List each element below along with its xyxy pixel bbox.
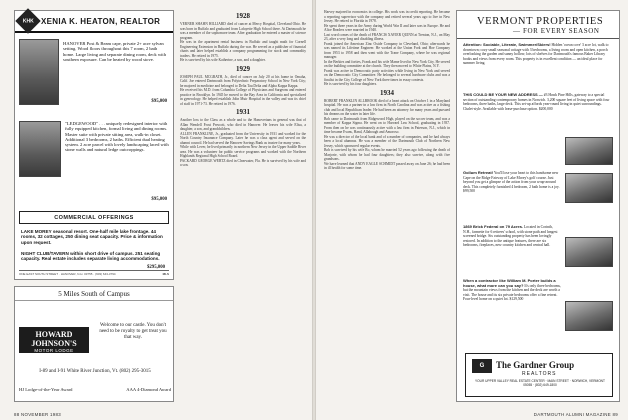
- year-heading: 1929: [236, 64, 250, 73]
- obituary-column-left: [180, 10, 306, 402]
- heaton-header: [15, 11, 173, 33]
- year-heading: 1934: [380, 88, 394, 97]
- obit-paragraph: While with Lever, he lived primarily in northern New Jersey in the Upper Saddle River area. He was a volunteer for public service programs and worked with the Northern Highlands Regional High School Board.: [180, 145, 306, 158]
- vp-photo-contemporary: [565, 137, 613, 165]
- vp-photo-cape: [565, 173, 613, 203]
- obit-paragraph: Another loss to the Class as a whole and to the Hanoverians in general was that of Allan Wendell Frost Prescott, who died in Hanover. He leaves his wife Elisa, a daughter, a son, and grandchildren.: [180, 118, 306, 131]
- heaton-logo: KHK: [15, 8, 40, 33]
- vp-title: VERMONT PROPERTIES: [477, 16, 604, 27]
- gardner-realtors: REALTORS: [522, 371, 557, 377]
- gardner-address: YOUR UPPER VALLEY REAL ESTATE CENTER · MAIN STREET · NORWICH, VERMONT 05055 · (802) 649-1800: [475, 379, 605, 387]
- obit-paragraph: He was in the apartment rental business in Buffalo and taught math for Cornell Engineering Extension in Buffalo during the war. He served as a publisher of financial charts and later helped establish a company programming for stock and commodity traders. He retired in 1975.: [180, 40, 306, 58]
- left-page: [0, 0, 312, 420]
- obit-paragraph: We have learned that ANDY EAGLE SCHMIDT passed away on June 26; he had been in ill health for some time.: [324, 161, 450, 170]
- folio-right: DARTMOUTH ALUMNI MAGAZINE 89: [533, 412, 618, 417]
- obit-paragraph: Bob came to Dartmouth from Ridgewood High, played on the soccer team, and was a member of Kappa Sigma. He went on to Harvard Law School, graduating in 1937. From then on he was continuously active with a law firm in Paterson, N.J., which in time became Evans, Hand, Allabough and Amoroso.: [324, 116, 450, 134]
- obit-paragraph: Frank joined the American Zinc Oxide Company in Cleveland, Ohio; afterwards he was named its Lifetime Engineer. He worked at the Union Fork and Hoe Company from 1953 to 1958 and then went with the Trane Company, where he was regional manager.: [324, 41, 450, 59]
- gardner-group-logo-box: [465, 353, 613, 397]
- listing-hanover: [15, 35, 173, 115]
- heaton-realtor-ad: [14, 10, 174, 280]
- obit-paragraph: In the Berkies and forties, Frank and his wife Mame lived in New York City. He served on the building committee at the church. They then moved to White Plains, N.Y.: [324, 59, 450, 68]
- listing-price: $95,000: [151, 99, 167, 104]
- obit-paragraph: JOSEPH PAUL MCGRATH, Jr., died of cancer on July 20 at his home in Omaha, Calif. Joe entered Dartmouth from Polytechnic Preparatory School in New York City; he majored in medicine and belonged to Delta Tau Delta and Alpha Kappa Kappa.: [180, 74, 306, 88]
- commercial-price: $295,000: [147, 265, 165, 270]
- obit-paragraph: He is survived by his wife Katherine, a son, and a daughter.: [180, 58, 266, 62]
- vp-listing-new-address: THIS COULD BE YOUR NEW ADDRESS — #3 Hawk Pine Hills, gateway to a special section of outstanding contemporary homes in Norwich. 3,200 square feet of living space with four bedrooms, three baths, large deck. This set-up affords year-round living in quiet surroundings. Chalet-style. Available with lease-purchase option. $200,000: [463, 92, 610, 111]
- year-heading: 1928: [236, 12, 250, 20]
- listing-text: HANOVER Post & Beam cape, private 2+ acre sylvan setting. Wood floors throughout this 7 room, 2 bath home. Large living and separate dining room, deck with southern exposure. Can be heated by wood stove.: [63, 41, 166, 62]
- year-heading: 1931: [236, 108, 250, 116]
- hojo-location: I-89 and I-91 White River Junction, Vt. (802) 295-3015: [39, 369, 151, 374]
- hojo-welcome: Welcome to our castle. You don't need to be royalty to get treat you that way.: [99, 323, 167, 340]
- vermont-properties-ad: [456, 10, 620, 402]
- obit-paragraph: ALLEN FRANKLINE, Jr., graduated from the University in 1931 and worked for the North Country Insurance Company. Later he was a class agent and served on the alumni council. He had served the Hanover Savings Bank as trustee for many years.: [180, 131, 306, 145]
- listing-price: $95,000: [151, 197, 167, 202]
- obit-paragraph: He is survived by his four daughters.: [324, 82, 377, 86]
- obit-paragraph: Frank was active in Democratic party activities while living in New York and served on the Democratic City Committee. He belonged to several hardware clubs and was a finalist in the City College of New York three times in essay contests.: [324, 68, 450, 82]
- obit-paragraph: ROBERT FRANKLIN ALLBROOK died of a heart attack on October 1 in a Maryland hospital. He was a partner in a law firm in North Carolina and was active as a fishing club and local Republican leader. He had been an attorney for many years and pursued his dreams on the water in later life.: [324, 98, 450, 116]
- listing-ledgewood: [15, 117, 173, 207]
- vp-listing-brick-federal: 1869 Brick Federal on 79 Acres. Located in Corinth, N.H., farmette for 6 retirees' school, with stone path and longest screened bridge. Six outstanding property has been lovingly restored. In addition to the antique features, there are six bedrooms, fireplaces, new country kitchen and central hall.: [463, 224, 558, 248]
- gardner-name: The Gardner Group: [496, 360, 575, 370]
- listing-text: "LEDGEWOOD" . . . uniquely redesigned interior with fully equipped kitchen, formal living and dining rooms. Master suite with private sitting area, walk-in closet. Additional 3 bedrooms, 2 baths. Efficient dual heating system. 2 acre parcel with lovely landscaping laced with stone walls and natural ledge outcroppings.: [65, 121, 169, 153]
- howard-johnson-ad: [14, 286, 174, 402]
- hojo-logo: HOWARD JOHNSON'S MOTOR LODGE: [19, 327, 89, 353]
- vp-listing-gollum: Gollum Retreat! You'll lose your heart to this handsome new Cape on the Ridge Fairway of Lake Morey's golf course. Just beyond you get a glimpse of the action from your wrap-around deck. This completely furnished 4 bedroom, 2 bath home is a joy. $99,500: [463, 170, 560, 194]
- commercial-night-club: NIGHT CLUB/TAVERN within short drive of campus. 251 seating capacity. Real estate includes separate living accommodations.: [21, 251, 161, 262]
- heaton-name: XENIA K. HEATON, REALTOR: [41, 16, 161, 26]
- folio-left: 88 NOVEMBER 1983: [14, 412, 62, 417]
- obit-paragraph: Harvey majored in economics in college. His work was in credit reporting. He became a reporting supervisor with the company and retired several years ago to live in New Jersey. He retired to Florida in 1978.: [324, 10, 450, 23]
- obit-paragraph: He was a director of the local bank and of a number of companies, and he had always been a local alumnus. He was a member of the Dartmouth Club of Northern New Jersey, which sponsored regular events.: [324, 134, 450, 148]
- vp-photo-brick: [565, 237, 613, 267]
- obit-paragraph: Bob is survived by his wife Ro, whom he married 52 years ago following the death of Marjorie, with whom he had four daughters; they also survive, along with five grandsons.: [324, 148, 450, 161]
- obit-paragraph: He spent three years in the Army during World War II and later was in Europe. He and Alice Beaders were married in 1940.: [324, 23, 450, 32]
- listing-photo: [19, 39, 59, 105]
- heaton-footer: ONE EAST SOUTH STREET · HANOVER, N.H. 03755 · (603) 643-3794 MLS: [19, 272, 169, 276]
- obit-paragraph: Last word comes of the death of FRANCIS XAVIER QUINN at Trenton, N.J., on May 23, after a very long and disabling illness.: [324, 32, 450, 41]
- obit-paragraph: He received his M.D. from Columbia College of Physicians and Surgeons and entered practice in Brooklyn. In 1945 he moved to the Bay Area in California and specialized in gynecology. He helped establish Jolin Muir Hospital in the valley and was its chief of staff in 1971-73. He retired in 1976.: [180, 88, 306, 106]
- gardner-logo-icon: G: [472, 359, 492, 373]
- obit-paragraph: PACKARD GEORGE WERTZ died in Clearwater, Fla. He is survived by his wife and a son.: [180, 158, 306, 167]
- commercial-offerings-banner: COMMERCIAL OFFERINGS: [19, 211, 169, 224]
- vp-photo-porter: [565, 301, 613, 331]
- right-page: [316, 0, 628, 420]
- obit-paragraph: VERNER SHAHN HILLIARD died of cancer at Mercy Hospital, Cleveland Ohio. He was born in Buffalo and graduated from Lafayette High School there. At Dartmouth he was a member of the sophomore team. After graduation he entered a master of science program.: [180, 22, 306, 40]
- commercial-lake-morey: LAKE MOREY seasonal resort. One-half mile lake frontage. 44 rooms, 32 cottages, 250 dining seat capacity. Price & information upon request.: [21, 229, 163, 245]
- vp-listing-attention: Attention: Sociable, Literate, Swimmer/Skiers! Hidden 'ocean cove' 3 acre lot, walk to downtown; cozy small seasonal cottage with 3 bedrooms, a living room and open kitchen, a porch overlooking the garden and sunny hollow; lots of shelves for Dartmouth's famous Baker Library books and views from every room. This property is in excellent condition — an ideal place for summer living.: [463, 42, 609, 66]
- hojo-award-lodge: HJ Lodge-of-the-Year Award: [19, 387, 73, 392]
- hojo-header: 5 Miles South of Campus: [15, 287, 173, 301]
- hojo-awards: [19, 387, 171, 392]
- obituary-column-right: [324, 10, 450, 402]
- vp-listing-porter: When a contractor like William M. Porter builds a house, what more can you say? It's only three bedrooms, but the mountain views from the kitchen and the deck are worth a visit. The house and its six private bedrooms offer a fine retreat. Four-level home on a quiet lot. $129,500: [463, 278, 561, 302]
- hojo-award-aaa: AAA 4-Diamond Award: [126, 387, 171, 392]
- vp-subtitle: — FOR EVERY SEASON: [457, 27, 619, 39]
- listing-photo: [19, 121, 61, 177]
